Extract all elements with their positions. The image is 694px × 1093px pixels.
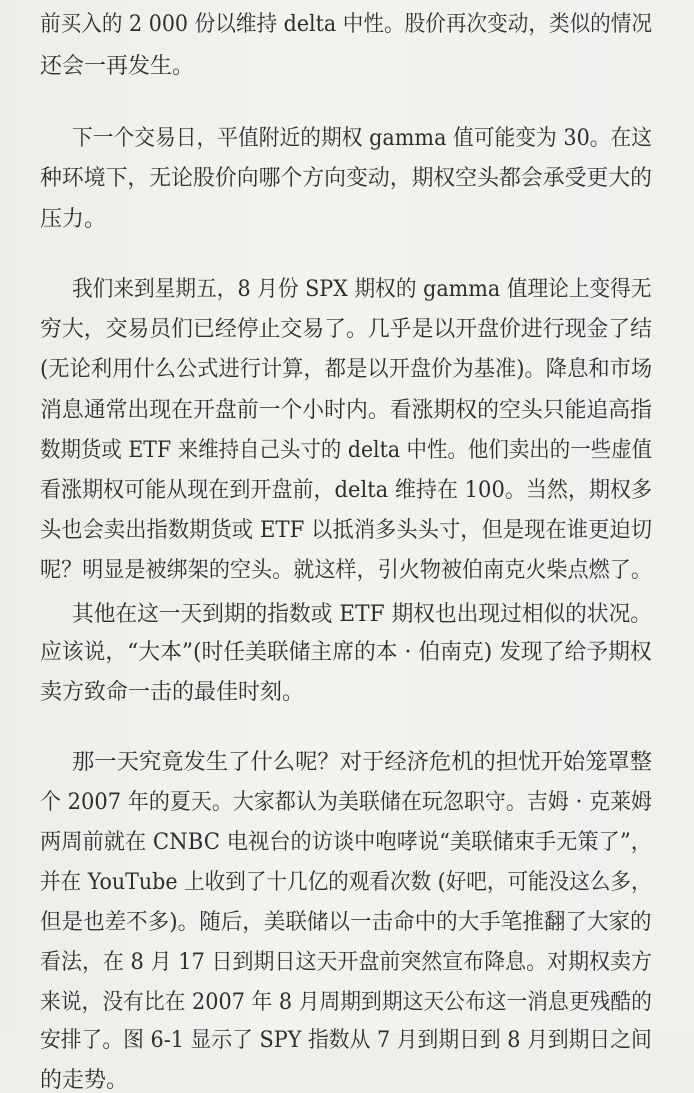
text-line: 数期货或 ETF 来维持自己头寸的 delta 中性。他们卖出的一些虚值 — [40, 438, 653, 463]
text-line: 应该说，“大本”(时任美联储主席的本 · 伯南克) 发现了给予期权 — [40, 640, 652, 665]
text-line: 呢？明显是被绑架的空头。就这样，引火物被伯南克火柴点燃了。 — [40, 558, 652, 583]
text-line: 个 2007 年的夏天。大家都认为美联储在玩忽职守。吉姆 · 克莱姆 — [40, 790, 652, 815]
text-line: 还会一再发生。 — [40, 54, 195, 79]
text-line: 看法，在 8 月 17 日到期日这天开盘前突然宣布降息。对期权卖方 — [40, 950, 652, 975]
text-line: 种环境下，无论股价向哪个方向变动，期权空头都会承受更大的 — [40, 166, 653, 191]
text-line: 压力。 — [40, 207, 107, 232]
paragraph-first-line: 我们来到星期五，8 月份 SPX 期权的 gamma 值理论上变得无 — [72, 277, 652, 302]
text-line: 的走势。 — [40, 1068, 129, 1093]
text-line: 前买入的 2 000 份以维持 delta 中性。股价再次变动，类似的情况 — [40, 12, 653, 37]
text-line: 头也会卖出指数期货或 ETF 以抵消多头头寸，但是现在谁更迫切 — [40, 518, 653, 543]
paragraph-first-line: 其他在这一天到期的指数或 ETF 期权也出现过相似的状况。 — [72, 602, 653, 627]
text-line: 穷大，交易员们已经停止交易了。几乎是以开盘价进行现金了结 — [40, 317, 653, 342]
text-line: 卖方致命一击的最佳时刻。 — [40, 680, 305, 705]
text-line: (无论利用什么公式进行计算，都是以开盘价为基准)。降息和市场 — [40, 357, 653, 382]
text-line: 并在 YouTube 上收到了十几亿的观看次数 (好吧，可能没这么多， — [40, 870, 652, 895]
paragraph-first-line: 下一个交易日，平值附近的期权 gamma 值可能变为 30。在这 — [72, 126, 653, 151]
paragraph-first-line: 那一天究竟发生了什么呢？对于经济危机的担忧开始笼罩整 — [72, 750, 653, 775]
text-line: 但是也差不多)。随后，美联储以一击命中的大手笔推翻了大家的 — [40, 910, 652, 935]
text-line: 安排了。图 6-1 显示了 SPY 指数从 7 月到期日到 8 月到期日之间 — [40, 1028, 652, 1053]
text-line: 看涨期权可能从现在到开盘前，delta 维持在 100。当然，期权多 — [40, 478, 653, 503]
text-line: 来说，没有比在 2007 年 8 月周期到期这天公布这一消息更残酷的 — [40, 990, 652, 1015]
text-line: 两周前就在 CNBC 电视台的访谈中咆哮说“美联储束手无策了”， — [40, 830, 652, 855]
text-line: 消息通常出现在开盘前一个小时内。看涨期权的空头只能追高指 — [40, 398, 653, 423]
